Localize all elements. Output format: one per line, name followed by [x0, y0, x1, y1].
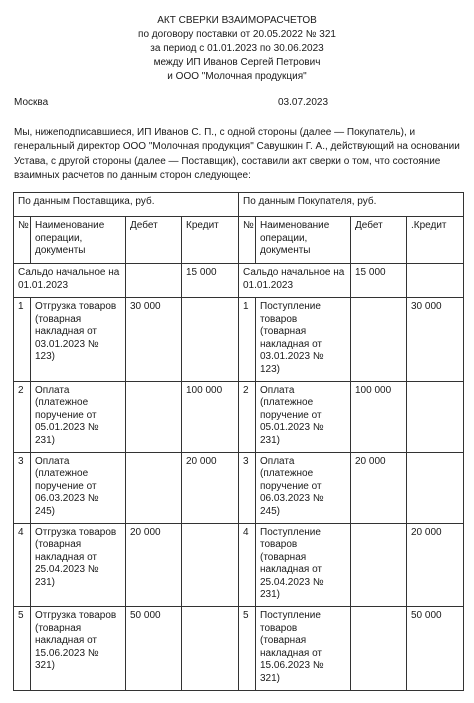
- row-operation: Поступление товаров (товарная накладная от 15.06.2023 № 321): [256, 607, 351, 691]
- saldo-buyer-credit: [407, 264, 464, 298]
- row-debit: [126, 452, 182, 523]
- row-credit: [182, 523, 239, 607]
- row-num: 4: [14, 523, 31, 607]
- row-num: 4: [239, 523, 256, 607]
- col-debit-header: Дебет: [351, 217, 407, 264]
- row-operation: Отгрузка товаров (товарная накладная от 25.04.2023 № 231): [31, 523, 126, 607]
- row-operation: Оплата (платежное поручение от 05.01.2023 № 231): [31, 381, 126, 452]
- table-row: [14, 607, 464, 691]
- row-credit: 100 000: [182, 381, 239, 452]
- row-debit: [351, 523, 407, 607]
- row-num: 1: [239, 298, 256, 382]
- row-credit: 30 000: [407, 298, 464, 382]
- row-debit: [351, 607, 407, 691]
- col-credit-header: Кредит: [182, 217, 239, 264]
- saldo-label: Сальдо начальное на 01.01.2023: [239, 264, 351, 298]
- title-line-5: и ООО "Молочная продукция": [167, 71, 307, 82]
- row-num: 3: [239, 452, 256, 523]
- table-row: [14, 298, 464, 382]
- row-num: 5: [239, 607, 256, 691]
- col-num-header: №: [239, 217, 256, 264]
- row-operation: Поступление товаров (товарная накладная от 25.04.2023 № 231): [256, 523, 351, 607]
- row-credit: 50 000: [407, 607, 464, 691]
- row-debit: 20 000: [351, 452, 407, 523]
- row-credit: 20 000: [407, 523, 464, 607]
- document-date: 03.07.2023: [278, 97, 329, 108]
- table-side-header-row: [14, 193, 464, 217]
- table-row: [14, 523, 464, 607]
- supplier-header: По данным Поставщика, руб.: [14, 193, 239, 217]
- row-debit: 20 000: [126, 523, 182, 607]
- table-column-header-row: [14, 217, 464, 264]
- row-num: 5: [14, 607, 31, 691]
- table-row: [14, 452, 464, 523]
- row-debit: 30 000: [126, 298, 182, 382]
- row-credit: [182, 298, 239, 382]
- document-title: [0, 14, 474, 84]
- saldo-label: Сальдо начальное на 01.01.2023: [14, 264, 126, 298]
- saldo-supplier-debit: [126, 264, 182, 298]
- col-name-header: Наименование операции, документы: [31, 217, 126, 264]
- row-operation: Оплата (платежное поручение от 06.03.2023 № 245): [256, 452, 351, 523]
- row-debit: [351, 298, 407, 382]
- row-debit: [126, 381, 182, 452]
- title-line-3: за период с 01.01.2023 по 30.06.2023: [150, 43, 324, 54]
- row-debit: 100 000: [351, 381, 407, 452]
- row-operation: Отгрузка товаров (товарная накладная от 15.06.2023 № 321): [31, 607, 126, 691]
- row-credit: [182, 607, 239, 691]
- saldo-row: [14, 264, 464, 298]
- saldo-buyer-debit: 15 000: [351, 264, 407, 298]
- row-operation: Поступление товаров (товарная накладная от 03.01.2023 № 123): [256, 298, 351, 382]
- row-num: 3: [14, 452, 31, 523]
- saldo-supplier-credit: 15 000: [182, 264, 239, 298]
- row-operation: Отгрузка товаров (товарная накладная от 03.01.2023 № 123): [31, 298, 126, 382]
- buyer-header: По данным Покупателя, руб.: [239, 193, 464, 217]
- col-num-header: №: [14, 217, 31, 264]
- row-num: 2: [239, 381, 256, 452]
- col-debit-header: Дебет: [126, 217, 182, 264]
- row-credit: 20 000: [182, 452, 239, 523]
- row-operation: Оплата (платежное поручение от 05.01.2023 № 231): [256, 381, 351, 452]
- title-line-2: по договору поставки от 20.05.2022 № 321: [138, 29, 336, 40]
- reconciliation-table: [13, 192, 464, 691]
- row-credit: [407, 452, 464, 523]
- title-line-1: АКТ СВЕРКИ ВЗАИМОРАСЧЕТОВ: [157, 15, 317, 26]
- intro-paragraph: Мы, нижеподписавшиеся, ИП Иванов С. П., с одной стороны (далее — Покупатель), и генеральный директор ООО "Молочная продукция" Савушкин Г. А., действующий на основании Устава, с другой стороны (далее — Поставщик), составили акт сверки о том, что состояние взаимных расчетов по данным сторон следующее:: [14, 127, 460, 181]
- row-num: 2: [14, 381, 31, 452]
- row-num: 1: [14, 298, 31, 382]
- col-name-header: Наименование операции, документы: [256, 217, 351, 264]
- place: Москва: [14, 97, 49, 108]
- col-credit-header: .Кредит: [407, 217, 464, 264]
- row-credit: [407, 381, 464, 452]
- row-debit: 50 000: [126, 607, 182, 691]
- title-line-4: между ИП Иванов Сергей Петрович: [153, 57, 321, 68]
- table-row: [14, 381, 464, 452]
- row-operation: Оплата (платежное поручение от 06.03.2023 № 245): [31, 452, 126, 523]
